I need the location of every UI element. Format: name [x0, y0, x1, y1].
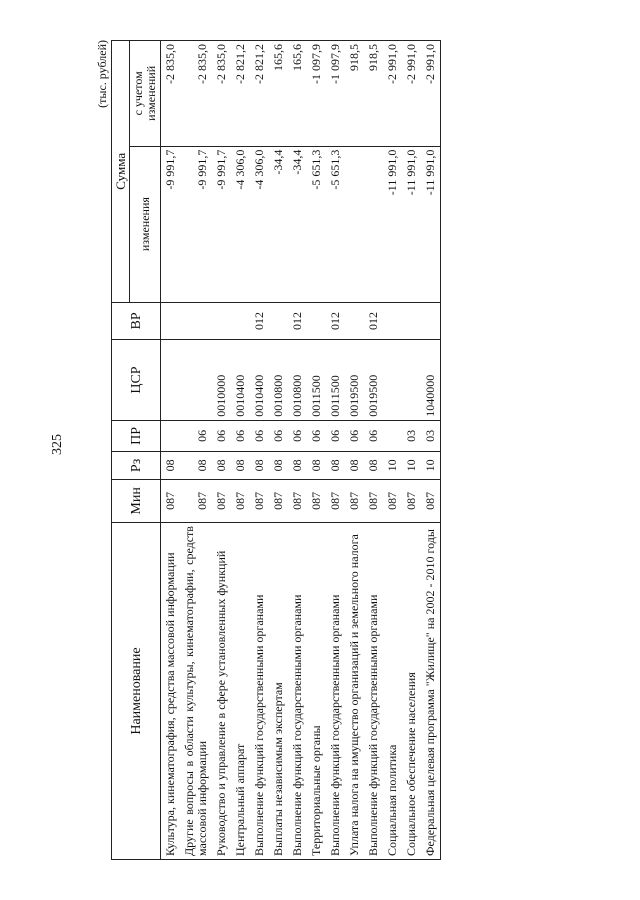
header-csr: ЦСР	[112, 340, 161, 420]
row-total: -2 991,0	[383, 41, 402, 147]
row-min: 087	[364, 479, 383, 522]
row-rz: 08	[180, 452, 212, 480]
row-pr: 06	[307, 420, 326, 451]
row-csr	[383, 340, 402, 420]
row-total: -2 821,2	[250, 41, 269, 147]
row-min: 087	[421, 479, 441, 522]
row-change: -9 991,7	[180, 146, 212, 302]
table-header	[112, 41, 161, 860]
row-name: Социальная политика	[383, 523, 402, 860]
table-row	[364, 41, 383, 860]
row-name: Уплата налога на имущество организаций и земельного налога	[345, 523, 364, 860]
table-row	[307, 41, 326, 860]
header-vr: ВР	[112, 302, 161, 340]
row-rz: 08	[269, 452, 288, 480]
row-total: 165,6	[269, 41, 288, 147]
row-rz: 10	[402, 452, 421, 480]
row-name: Федеральная целевая программа "Жилище" на 2002 - 2010 годы	[421, 523, 441, 860]
row-pr: 03	[402, 420, 421, 451]
table-row	[269, 41, 288, 860]
row-name: Руководство и управление в сфере установленных функций	[212, 523, 231, 860]
row-pr: 06	[231, 420, 250, 451]
table-row	[231, 41, 250, 860]
table-row	[402, 41, 421, 860]
row-pr: 06	[364, 420, 383, 451]
header-change: изменения	[130, 146, 161, 302]
unit-label: (тыс. рублей)	[95, 40, 109, 108]
row-vr	[345, 302, 364, 340]
row-rz: 08	[364, 452, 383, 480]
row-min: 087	[269, 479, 288, 522]
row-pr	[383, 420, 402, 451]
row-total: -1 097,9	[307, 41, 326, 147]
row-name: Территориальные органы	[307, 523, 326, 860]
row-total: -2 991,0	[402, 41, 421, 147]
table-row	[250, 41, 269, 860]
row-change	[364, 146, 383, 302]
row-csr: 0019500	[345, 340, 364, 420]
row-change: -9 991,7	[161, 146, 181, 302]
row-rz: 08	[250, 452, 269, 480]
row-change: -11 991,0	[402, 146, 421, 302]
row-vr	[180, 302, 212, 340]
row-vr	[212, 302, 231, 340]
row-csr: 1040000	[421, 340, 441, 420]
row-rz: 08	[231, 452, 250, 480]
header-pr: ПР	[112, 420, 161, 451]
row-total: 918,5	[364, 41, 383, 147]
table-row	[345, 41, 364, 860]
row-name: Выполнение функций государственными органами	[288, 523, 307, 860]
row-total: 165,6	[288, 41, 307, 147]
budget-table	[111, 40, 441, 860]
row-csr: 0010400	[231, 340, 250, 420]
header-min: Мин	[112, 479, 161, 522]
row-csr: 0011500	[307, 340, 326, 420]
table-row	[383, 41, 402, 860]
row-total: -2 991,0	[421, 41, 441, 147]
row-pr: 06	[345, 420, 364, 451]
row-change: -4 306,0	[250, 146, 269, 302]
row-name: Выполнение функций государственными органами	[326, 523, 345, 860]
row-rz: 08	[326, 452, 345, 480]
row-name: Социальное обеспечение населения	[402, 523, 421, 860]
row-change: -5 651,3	[307, 146, 326, 302]
table-row	[212, 41, 231, 860]
row-vr	[161, 302, 181, 340]
row-pr: 06	[250, 420, 269, 451]
row-name: Другие вопросы в области культуры, кинематографии, средств массовой информации	[180, 523, 212, 860]
row-vr	[402, 302, 421, 340]
row-change: -5 651,3	[326, 146, 345, 302]
row-csr: 0019500	[364, 340, 383, 420]
row-csr: 0010800	[269, 340, 288, 420]
row-vr	[383, 302, 402, 340]
row-csr	[180, 340, 212, 420]
row-csr: 0010800	[288, 340, 307, 420]
row-vr	[307, 302, 326, 340]
table-body	[161, 41, 441, 860]
table-row	[421, 41, 441, 860]
row-pr: 06	[326, 420, 345, 451]
row-min: 087	[180, 479, 212, 522]
row-vr	[421, 302, 441, 340]
row-change: -34,4	[269, 146, 288, 302]
row-vr	[269, 302, 288, 340]
page-number: 325	[50, 434, 65, 455]
table-row	[161, 41, 181, 860]
row-min: 087	[212, 479, 231, 522]
row-min: 087	[250, 479, 269, 522]
rotated-page-content	[95, 40, 580, 860]
row-min: 087	[307, 479, 326, 522]
row-min: 087	[345, 479, 364, 522]
row-rz: 08	[307, 452, 326, 480]
row-min: 087	[161, 479, 181, 522]
row-vr: 012	[326, 302, 345, 340]
row-pr: 06	[212, 420, 231, 451]
row-total: -1 097,9	[326, 41, 345, 147]
row-change	[345, 146, 364, 302]
row-change: -34,4	[288, 146, 307, 302]
row-csr	[161, 340, 181, 420]
row-rz: 08	[161, 452, 181, 480]
row-csr: 0010000	[212, 340, 231, 420]
row-total: -2 821,2	[231, 41, 250, 147]
row-name: Выполнение функций государственными органами	[364, 523, 383, 860]
header-name: Наименование	[112, 523, 161, 860]
row-csr	[402, 340, 421, 420]
table-row	[180, 41, 212, 860]
row-total: -2 835,0	[180, 41, 212, 147]
row-pr: 03	[421, 420, 441, 451]
row-pr	[161, 420, 181, 451]
row-rz: 10	[383, 452, 402, 480]
header-sum: Сумма	[112, 41, 130, 303]
row-pr: 06	[180, 420, 212, 451]
row-csr: 0011500	[326, 340, 345, 420]
row-pr: 06	[269, 420, 288, 451]
table-row	[326, 41, 345, 860]
row-min: 087	[326, 479, 345, 522]
row-vr: 012	[288, 302, 307, 340]
row-rz: 08	[288, 452, 307, 480]
row-change: -11 991,0	[383, 146, 402, 302]
row-vr: 012	[250, 302, 269, 340]
row-min: 087	[402, 479, 421, 522]
row-name: Выполнение функций государственными органами	[250, 523, 269, 860]
row-name: Культура, кинематография, средства массовой информации	[161, 523, 181, 860]
row-rz: 08	[345, 452, 364, 480]
header-with-change: с учетом изменений	[130, 41, 161, 147]
row-csr: 0010400	[250, 340, 269, 420]
row-total: -2 835,0	[212, 41, 231, 147]
row-total: -2 835,0	[161, 41, 181, 147]
row-vr: 012	[364, 302, 383, 340]
row-min: 087	[231, 479, 250, 522]
row-name: Выплаты независимым экспертам	[269, 523, 288, 860]
row-min: 087	[383, 479, 402, 522]
row-change: -4 306,0	[231, 146, 250, 302]
row-vr	[231, 302, 250, 340]
row-rz: 10	[421, 452, 441, 480]
header-rz: Рз	[112, 452, 161, 480]
row-name: Центральный аппарат	[231, 523, 250, 860]
row-pr: 06	[288, 420, 307, 451]
row-rz: 08	[212, 452, 231, 480]
row-min: 087	[288, 479, 307, 522]
row-total: 918,5	[345, 41, 364, 147]
row-change: -11 991,0	[421, 146, 441, 302]
row-change: -9 991,7	[212, 146, 231, 302]
table-row	[288, 41, 307, 860]
